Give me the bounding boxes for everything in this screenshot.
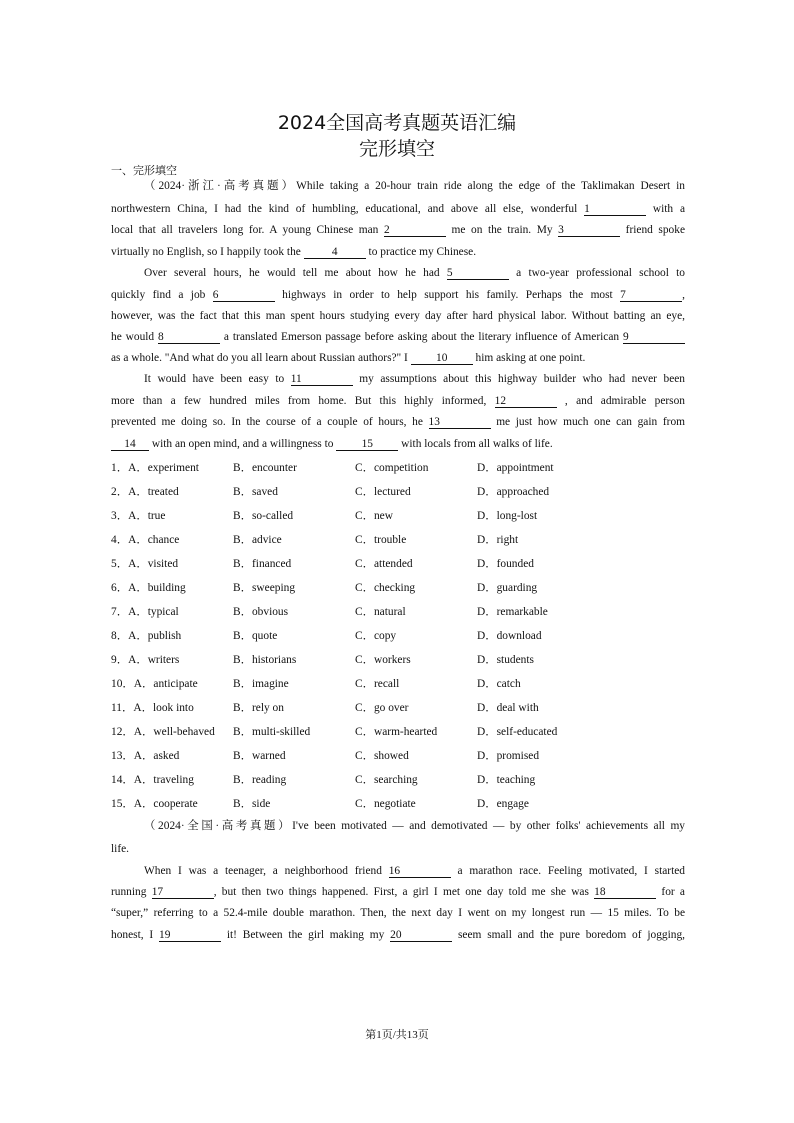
option-text: C．lectured — [355, 486, 411, 498]
option-c[interactable] — [355, 699, 408, 715]
option-b[interactable] — [233, 771, 286, 787]
question-number: 7． — [111, 606, 129, 618]
question-number: 12． — [111, 726, 134, 738]
option-text: B．side — [233, 798, 271, 810]
passage-text: my assumptions about this highway builder who had never been — [352, 373, 685, 385]
option-a[interactable] — [111, 483, 179, 499]
option-d[interactable] — [477, 699, 539, 715]
option-text: B．so-called — [233, 510, 294, 522]
page-footer: 第1页/共13页 — [365, 1029, 429, 1041]
passage-line — [144, 819, 685, 833]
option-text: A．anticipate — [133, 678, 198, 690]
option-d[interactable] — [477, 723, 557, 739]
passage-text: with an open mind, and a willingness to — [149, 438, 337, 450]
option-c[interactable] — [355, 771, 418, 787]
question-number: 9． — [111, 654, 129, 666]
option-d[interactable] — [477, 795, 529, 811]
option-text: B．warned — [233, 750, 286, 762]
page-subtitle: 完形填空 — [358, 138, 435, 160]
passage-line — [111, 394, 685, 408]
option-a[interactable] — [111, 723, 215, 739]
option-text: C．workers — [355, 654, 411, 666]
option-text: B．obvious — [233, 606, 289, 618]
option-text: B．advice — [233, 534, 282, 546]
blank-20[interactable]: 20 — [390, 929, 452, 942]
passage-text: me just how much one can gain from — [490, 416, 685, 428]
option-text: B．reading — [233, 774, 287, 786]
option-d[interactable] — [477, 579, 537, 595]
passage-line — [111, 437, 685, 451]
option-text: A．well-behaved — [133, 726, 215, 738]
passage-text: virtually no English, so I happily took the — [111, 246, 304, 258]
option-text: C．warm-hearted — [355, 726, 438, 738]
option-text: B．rely on — [233, 702, 284, 714]
question-number: 1． — [111, 462, 129, 474]
passage-text: he would — [111, 331, 159, 343]
option-c[interactable] — [355, 651, 411, 667]
passage-text: , and admirable person — [556, 395, 686, 407]
option-text: A．treated — [128, 486, 179, 498]
passage-line — [111, 245, 685, 259]
passage-text: as a whole. "And what do you all learn about Russian authors?" I — [111, 352, 411, 364]
option-d[interactable] — [477, 507, 537, 523]
question-number: 2． — [111, 486, 129, 498]
option-text: B．sweeping — [233, 582, 296, 594]
option-text: D．deal with — [477, 702, 539, 714]
option-a[interactable] — [111, 651, 179, 667]
blank-5[interactable]: 5 — [447, 267, 509, 280]
passage-text: local that all travelers long for. A young Chinese man — [111, 224, 384, 236]
passage-text: quickly find a job — [111, 289, 213, 301]
option-a[interactable] — [111, 507, 165, 523]
option-text: C．go over — [355, 702, 409, 714]
option-text: A．cooperate — [133, 798, 198, 810]
blank-7[interactable]: 7 — [620, 289, 682, 302]
option-text: B．imagine — [233, 678, 289, 690]
option-text: D．teaching — [477, 774, 536, 786]
question-number: 6． — [111, 582, 129, 594]
option-b[interactable] — [233, 747, 286, 763]
option-d[interactable] — [477, 483, 549, 499]
option-c[interactable] — [355, 483, 411, 499]
passage-text: him asking at one point. — [472, 352, 586, 364]
option-c[interactable] — [355, 795, 416, 811]
passage-text: for a — [656, 886, 685, 898]
option-b[interactable] — [233, 507, 293, 523]
option-c[interactable] — [355, 627, 396, 643]
option-c[interactable] — [355, 459, 428, 475]
passage-line — [111, 885, 685, 899]
passage-line — [111, 351, 685, 365]
option-text: A．writers — [128, 654, 180, 666]
question-number: 3． — [111, 510, 129, 522]
passage-line — [144, 864, 685, 878]
option-text: C．copy — [355, 630, 397, 642]
passage-line — [111, 330, 685, 344]
option-text: B．encounter — [233, 462, 297, 474]
option-d[interactable] — [477, 771, 535, 787]
passage-line — [111, 309, 685, 323]
option-c[interactable] — [355, 555, 413, 571]
option-text: C．trouble — [355, 534, 407, 546]
option-text: A．building — [128, 582, 186, 594]
option-text: B．multi-skilled — [233, 726, 311, 738]
option-text: D．download — [477, 630, 542, 642]
passage-text: （2024·浙江·高考真题）While taking a 20-hour train ride along the edge of the Taklimakan Desert in — [144, 180, 685, 192]
option-text: D．guarding — [477, 582, 538, 594]
passage-text: a two-year professional school to — [508, 267, 686, 279]
blank-6[interactable]: 6 — [213, 289, 275, 302]
option-d[interactable] — [477, 603, 548, 619]
option-b[interactable] — [233, 699, 284, 715]
blank-13[interactable]: 13 — [429, 416, 491, 429]
blank-15[interactable]: 15 — [336, 438, 398, 451]
option-c[interactable] — [355, 531, 406, 547]
option-text: B．financed — [233, 558, 292, 570]
passage-line — [111, 288, 685, 302]
question-number: 8． — [111, 630, 129, 642]
option-b[interactable] — [233, 579, 295, 595]
option-a[interactable] — [111, 579, 186, 595]
option-c[interactable] — [355, 579, 415, 595]
option-d[interactable] — [477, 459, 554, 475]
option-text: A．experiment — [128, 462, 199, 474]
passage-text: seem small and the pure boredom of jogging, — [452, 929, 685, 941]
blank-4[interactable]: 4 — [304, 246, 366, 259]
option-b[interactable] — [233, 603, 288, 619]
passage-text: highways in order to help support his family. Perhaps the most — [274, 289, 621, 301]
section-heading: 一、完形填空 — [111, 164, 177, 177]
blank-9[interactable]: 9 — [623, 331, 685, 344]
blank-18[interactable]: 18 — [594, 886, 656, 899]
question-number: 14． — [111, 774, 134, 786]
option-text: C．checking — [355, 582, 416, 594]
page-title: 2024全国高考真题英语汇编 — [277, 112, 517, 134]
option-text: C．searching — [355, 774, 418, 786]
passage-text: , — [682, 289, 685, 301]
passage-text: more than a few hundred miles from home. But this highly informed, — [111, 395, 495, 407]
passage-line — [111, 906, 685, 920]
blank-11[interactable]: 11 — [291, 373, 353, 386]
option-a[interactable] — [111, 603, 179, 619]
option-text: B．historians — [233, 654, 297, 666]
option-b[interactable] — [233, 651, 296, 667]
option-text: A．visited — [128, 558, 179, 570]
blank-12[interactable]: 12 — [495, 395, 557, 408]
option-text: C．showed — [355, 750, 409, 762]
option-b[interactable] — [233, 483, 278, 499]
option-a[interactable] — [111, 555, 178, 571]
blank-17[interactable]: 17 — [152, 886, 214, 899]
passage-text: a marathon race. Feeling motivated, I started — [450, 865, 685, 877]
passage-text: prevented me doing so. In the course of a couple of hours, he — [111, 416, 429, 428]
option-a[interactable] — [111, 459, 199, 475]
passage-text: with locals from all walks of life. — [398, 438, 553, 450]
question-number: 11． — [111, 702, 134, 714]
option-c[interactable] — [355, 747, 409, 763]
option-text: A．traveling — [133, 774, 194, 786]
passage-text: however, was the fact that this man spent hours studying every day after hard physical labor. Without batting an eye, — [111, 310, 685, 322]
passage-text: Over several hours, he would tell me about how he had — [144, 267, 447, 279]
option-text: D．approached — [477, 486, 550, 498]
option-text: A．publish — [128, 630, 182, 642]
option-text: D．engage — [477, 798, 529, 810]
option-b[interactable] — [233, 723, 310, 739]
option-a[interactable] — [111, 531, 179, 547]
option-text: C．competition — [355, 462, 429, 474]
passage-text: it! Between the girl making my — [221, 929, 391, 941]
option-d[interactable] — [477, 651, 534, 667]
option-text: D．promised — [477, 750, 540, 762]
blank-14[interactable]: 14 — [111, 438, 149, 451]
option-b[interactable] — [233, 627, 277, 643]
option-text: A．chance — [128, 534, 180, 546]
option-a[interactable] — [111, 627, 181, 643]
passage-text: （2024·全国·高考真题）I've been motivated — and demotivated — by other folks' achievements all my — [144, 820, 685, 832]
passage-text: running — [111, 886, 152, 898]
passage-text: life. — [111, 843, 130, 855]
passage-text: to practice my Chinese. — [365, 246, 477, 258]
passage-line — [111, 415, 685, 429]
question-number: 13． — [111, 750, 134, 762]
option-a[interactable] — [111, 699, 194, 715]
question-number: 15． — [111, 798, 134, 810]
option-b[interactable] — [233, 555, 291, 571]
passage-line — [144, 266, 685, 280]
option-b[interactable] — [233, 675, 289, 691]
option-text: D．students — [477, 654, 534, 666]
option-text: C．natural — [355, 606, 406, 618]
option-text: A．true — [128, 510, 166, 522]
option-d[interactable] — [477, 627, 542, 643]
passage-line — [111, 928, 685, 942]
option-text: D．founded — [477, 558, 534, 570]
option-d[interactable] — [477, 531, 518, 547]
passage-line — [111, 223, 685, 237]
passage-text: me on the train. My — [445, 224, 559, 236]
option-text: B．quote — [233, 630, 278, 642]
question-number: 5． — [111, 558, 129, 570]
passage-text: northwestern China, I had the kind of humbling, educational, and above all else, wonderful — [111, 203, 585, 215]
question-number: 4． — [111, 534, 129, 546]
option-a[interactable] — [111, 795, 198, 811]
passage-text: It would have been easy to — [144, 373, 291, 385]
passage-line — [111, 842, 685, 856]
passage-text: friend spoke — [620, 224, 686, 236]
option-text: D．right — [477, 534, 519, 546]
option-text: C．negotiate — [355, 798, 416, 810]
option-text: A．asked — [133, 750, 180, 762]
option-text: A．typical — [128, 606, 179, 618]
option-text: C．new — [355, 510, 393, 522]
passage-line — [144, 179, 685, 193]
option-text: A．look into — [133, 702, 194, 714]
blank-10[interactable]: 10 — [411, 352, 473, 365]
option-a[interactable] — [111, 771, 194, 787]
blank-19[interactable]: 19 — [159, 929, 221, 942]
option-b[interactable] — [233, 795, 270, 811]
blank-3[interactable]: 3 — [558, 224, 620, 237]
passage-text: a translated Emerson passage before asking about the literary influence of American — [220, 331, 623, 343]
option-text: D．catch — [477, 678, 521, 690]
passage-text: , but then two things happened. First, a girl I met one day told me she was — [213, 886, 595, 898]
option-c[interactable] — [355, 675, 399, 691]
option-text: D．long-lost — [477, 510, 538, 522]
option-text: C．attended — [355, 558, 413, 570]
passage-text: honest, I — [111, 929, 160, 941]
option-b[interactable] — [233, 531, 282, 547]
option-text: D．remarkable — [477, 606, 548, 618]
option-text: D．appointment — [477, 462, 554, 474]
blank-1[interactable]: 1 — [584, 203, 646, 216]
option-d[interactable] — [477, 747, 539, 763]
blank-16[interactable]: 16 — [389, 865, 451, 878]
option-text: C．recall — [355, 678, 400, 690]
option-d[interactable] — [477, 675, 521, 691]
question-number: 10． — [111, 678, 134, 690]
option-a[interactable] — [111, 675, 198, 691]
passage-line — [144, 372, 685, 386]
option-text: B．saved — [233, 486, 278, 498]
passage-text: “super,” referring to a 52.4-mile double marathon. Then, the next day I went on my longest run — 15 miles. To be — [111, 907, 685, 919]
option-b[interactable] — [233, 459, 297, 475]
option-d[interactable] — [477, 555, 534, 571]
option-c[interactable] — [355, 723, 437, 739]
blank-8[interactable]: 8 — [158, 331, 220, 344]
passage-text: When I was a teenager, a neighborhood friend — [144, 865, 389, 877]
option-text: D．self-educated — [477, 726, 558, 738]
passage-line — [111, 202, 685, 216]
blank-2[interactable]: 2 — [384, 224, 446, 237]
passage-text: with a — [646, 203, 685, 215]
option-a[interactable] — [111, 747, 179, 763]
option-c[interactable] — [355, 603, 406, 619]
option-c[interactable] — [355, 507, 393, 523]
